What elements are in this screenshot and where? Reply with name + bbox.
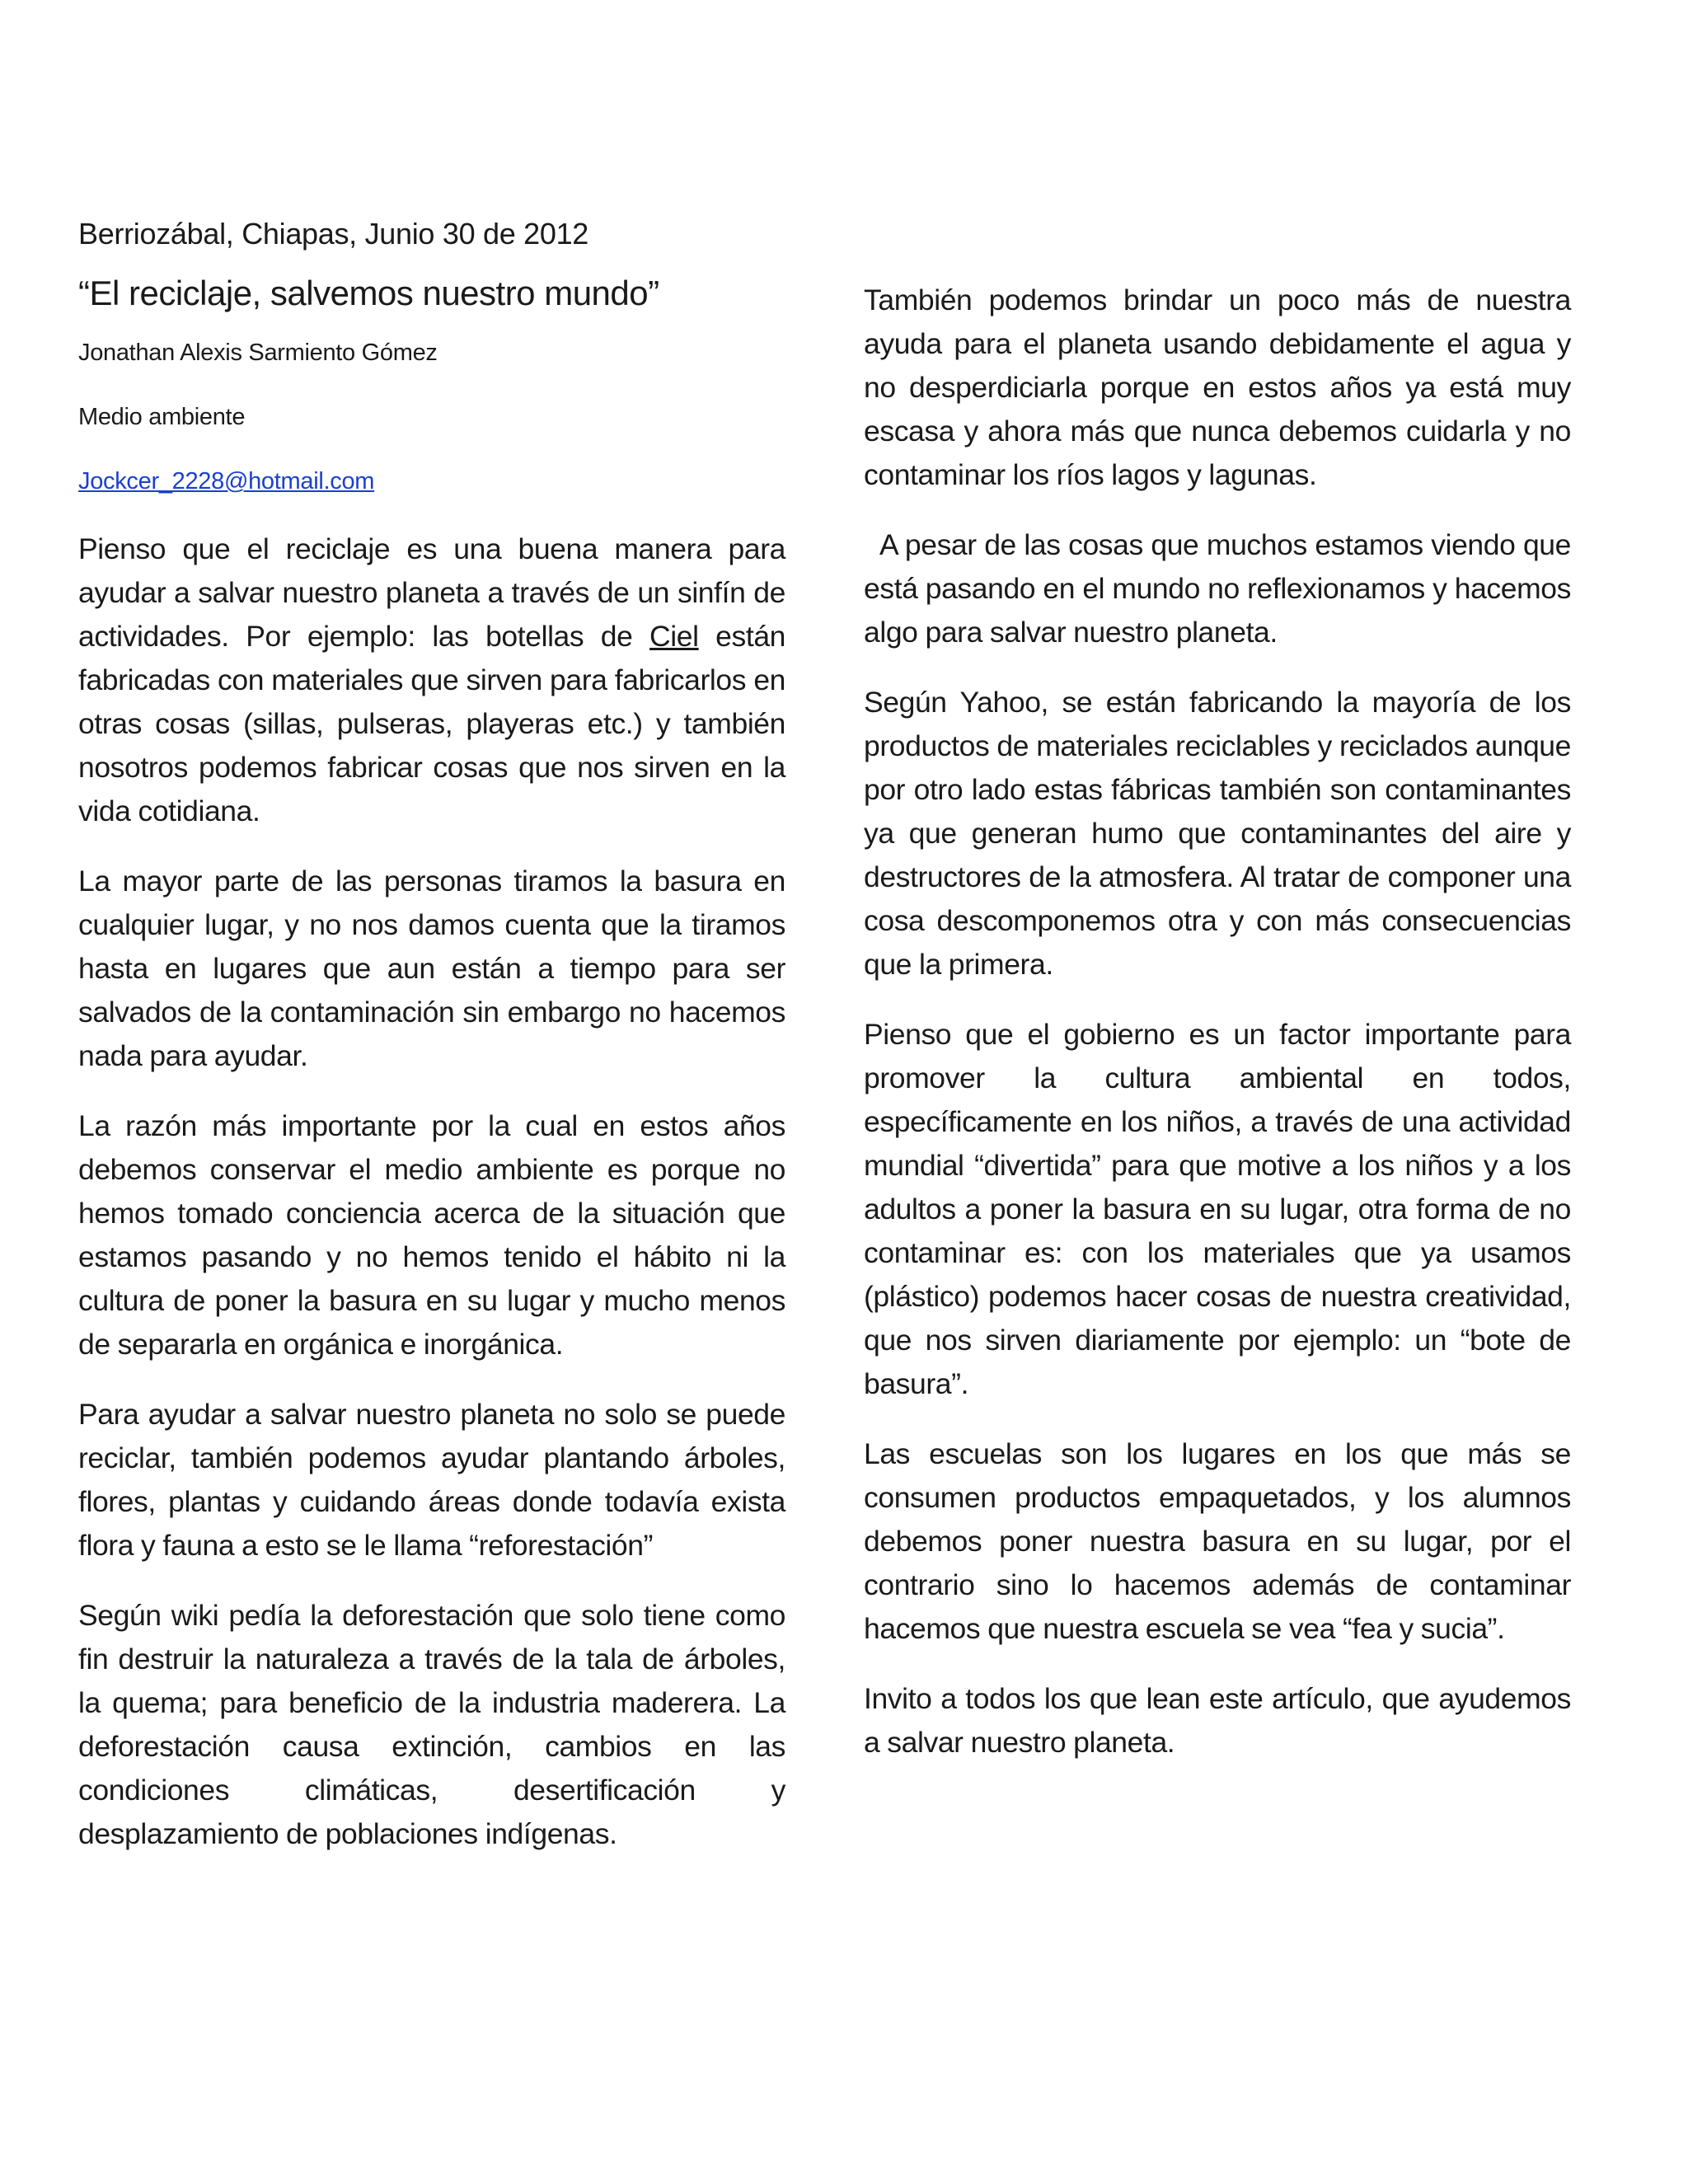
paragraph-reflection: A pesar de las cosas que muchos estamos viendo que está pasando en el mundo no reflexionamos y hacemos algo para salvar nuestro planeta. bbox=[864, 528, 1578, 649]
right-column bbox=[864, 279, 1578, 1791]
left-column bbox=[78, 213, 785, 1882]
paragraph-reforestation: Para ayudar a salvar nuestro planeta no solo se puede reciclar, también podemos ayudar plantando árboles, flores, plantas y cuidando áreas donde todavía exista flora y fauna a esto se le llama “reforestación” bbox=[78, 1398, 785, 1562]
paragraph-text: Pienso que el reciclaje es una buena manera para ayudar a salvar nuestro planeta a través de un sinfín de actividades. Por ejemplo: las botellas de bbox=[78, 532, 785, 653]
paragraph-schools: Las escuelas son los lugares en los que más se consumen productos empaquetados, y los alumnos debemos poner nuestra basura en su lugar, por el contrario sino lo hacemos además de contaminar hacemos que nuestra escuela se vea “fea y sucia”. bbox=[864, 1437, 1571, 1645]
paragraph-recycling-intro bbox=[78, 527, 785, 833]
author-name: Jonathan Alexis Sarmiento Gómez bbox=[78, 340, 438, 366]
place-date: Berriozábal, Chiapas, Junio 30 de 2012 bbox=[78, 217, 589, 251]
paragraph-government: Pienso que el gobierno es un factor importante para promover la cultura ambiental en todos, específicamente en los niños, a través de una actividad mundial “divertida” para que motive a los niños y a los adultos a poner la basura en su lugar, otra forma de no contaminar es: con los materiales que ya usamos (plástico) podemos hacer cosas de nuestra creatividad, que nos sirven diariamente por ejemplo: un “bote de basura”. bbox=[864, 1018, 1571, 1400]
brand-name: Ciel bbox=[649, 620, 699, 653]
paragraph-text: están fabricadas con materiales que sirven para fabricarlos en otras cosas (sillas, pulseras, playeras etc.) y también nosotros podemos fabricar cosas que nos sirven en la vida cotidiana. bbox=[78, 620, 786, 827]
paragraph-litter: La mayor parte de las personas tiramos la basura en cualquier lugar, y no nos damos cuenta que la tiramos hasta en lugares que aun están a tiempo para ser salvados de la contaminación sin embargo no hacemos nada para ayudar. bbox=[78, 865, 785, 1072]
paragraph-deforestation: Según wiki pedía la deforestación que solo tiene como fin destruir la naturaleza a través de la tala de árboles, la quema; para beneficio de la industria maderera. La deforestación causa extinción, cambios en las condiciones climáticas, desertificación y desplazamiento de poblaciones indígenas. bbox=[78, 1599, 785, 1850]
paragraph-water: También podemos brindar un poco más de nuestra ayuda para el planeta usando debidamente el agua y no desperdiciarla porque en estos años ya está muy escasa y ahora más que nunca debemos cuidarla y no contaminar los ríos lagos y lagunas. bbox=[864, 284, 1571, 491]
paragraph-invitation: Invito a todos los que lean este artículo, que ayudemos a salvar nuestro planeta. bbox=[864, 1682, 1571, 1759]
email-link[interactable]: Jockcer_2228@hotmail.com bbox=[78, 468, 375, 494]
article-title: “El reciclaje, salvemos nuestro mundo” bbox=[78, 274, 659, 312]
section-label: Medio ambiente bbox=[78, 404, 246, 430]
paragraph-factories: Según Yahoo, se están fabricando la mayoría de los productos de materiales reciclables y reciclados aunque por otro lado estas fábricas también son contaminantes ya que generan humo que contaminantes del aire y destructores de la atmosfera. Al tratar de componer una cosa descomponemos otra y con más consecuencias que la primera. bbox=[864, 686, 1571, 981]
paragraph-importance: La razón más importante por la cual en estos años debemos conservar el medio ambiente es porque no hemos tomado conciencia acerca de la situación que estamos pasando y no hemos tenido el hábito ni la cultura de poner la basura en su lugar y mucho menos de separarla en orgánica e inorgánica. bbox=[78, 1109, 785, 1361]
